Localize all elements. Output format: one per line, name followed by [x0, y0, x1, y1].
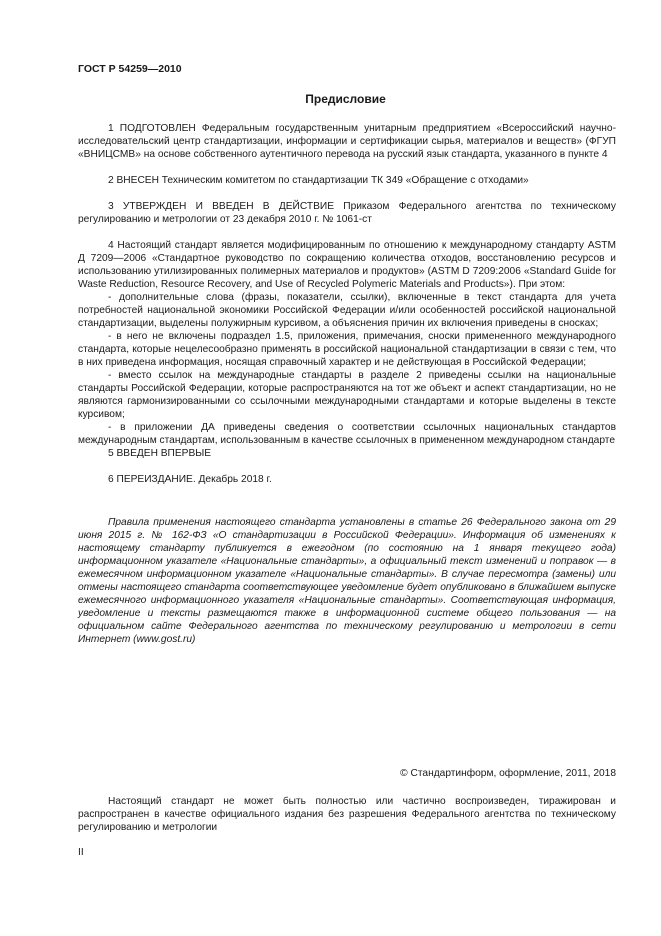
section-4-intro: 4 Настоящий стандарт является модифицированным по отношению к международному стандарту ASTM Д 7209—2006 «Стандартное руководство по сокращению количества отходов, восстановлению ресурсов и использованию утилизированных полимерных материалов и продуктов» (ASTM D 7209:2006 «Standard Guide for Waste Reduction, Resource Recovery, and Use of Recycled Polymeric Materials and Products»). При этом:: [78, 240, 616, 290]
list-item: - дополнительные слова (фразы, показатели, ссылки), включенные в текст стандарта для учета потребностей национальной экономики Российской Федерации и/или особенностей российской национальной стандартизации, выделены полужирным курсивом, а объяснения причин их включения приведены в сносках;: [78, 292, 616, 329]
section-3: 3 УТВЕРЖДЕН И ВВЕДЕН В ДЕЙСТВИЕ Приказом Федерального агентства по техническому регулированию и метрологии от 23 декабря 2010 г. № 1061-ст: [78, 201, 616, 225]
reproduction-notice: Настоящий стандарт не может быть полностью или частично воспроизведен, тиражирован и распространен в качестве официального издания без разрешения Федерального агентства по техническому регулированию и метрологии: [78, 796, 616, 833]
foreword-content: [78, 122, 616, 646]
application-notice: Правила применения настоящего стандарта установлены в статье 26 Федерального закона от 29 июня 2015 г. № 162-ФЗ «О стандартизации в Российской Федерации». Информация об изменениях к настоящему стандарту публикуется в ежегодном (по состоянию на 1 января текущего года) информационном указателе «Национальные стандарты», а официальный текст изменений и поправок — в ежемесячном информационном указателе «Национальные стандарты». В случае пересмотра (замены) или отмены настоящего стандарта соответствующее уведомление будет опубликовано в ближайшем выпуске ежемесячного информационного указателя «Национальные стандарты». Соответствующая информация, уведомление и тексты размещаются также в информационной системе общего пользования — на официальном сайте Федерального агентства по техническому регулированию и метрологии в сети Интернет (www.gost.ru): [78, 517, 616, 645]
reproduction-notice-block: [78, 795, 616, 834]
section-6: 6 ПЕРЕИЗДАНИЕ. Декабрь 2018 г.: [108, 474, 272, 485]
page-number: II: [78, 847, 84, 858]
section-1: 1 ПОДГОТОВЛЕН Федеральным государственным унитарным предприятием «Всероссийский научно-исследовательский центр стандартизации, информации и сертификации сырья, материалов и веществ» (ФГУП «ВНИЦСМВ» на основе собственного аутентичного перевода на русский язык стандарта, указанного в пункте 4: [78, 123, 616, 160]
page-title: Предисловие: [305, 92, 386, 106]
list-item: - в приложении ДА приведены сведения о соответствии ссылочных национальных стандартов международным стандартам, использованным в качестве ссылочных в примененном международном стандарте: [78, 422, 616, 446]
section-2: 2 ВНЕСЕН Техническим комитетом по стандартизации ТК 349 «Обращение с отходами»: [108, 175, 529, 186]
copyright: © Стандартинформ, оформление, 2011, 2018: [400, 768, 616, 779]
standard-id: ГОСТ Р 54259—2010: [78, 63, 182, 75]
list-item: - в него не включены подраздел 1.5, приложения, примечания, сноски примененного международного стандарта, которые нецелесообразно применять в российской национальной стандартизации в связи с тем, что в них приведена информация, носящая справочный характер и не действующая в Российской Федерации;: [78, 331, 616, 368]
list-item: - вместо ссылок на международные стандарты в разделе 2 приведены ссылки на национальные стандарты Российской Федерации, которые распространяются на тот же объект и аспект стандартизации, но не являются гармонизированными со ссылочными международными стандартами и которые выделены в тексте курсивом;: [78, 370, 616, 420]
section-5: 5 ВВЕДЕН ВПЕРВЫЕ: [108, 448, 212, 459]
section-4-list: [78, 291, 616, 447]
